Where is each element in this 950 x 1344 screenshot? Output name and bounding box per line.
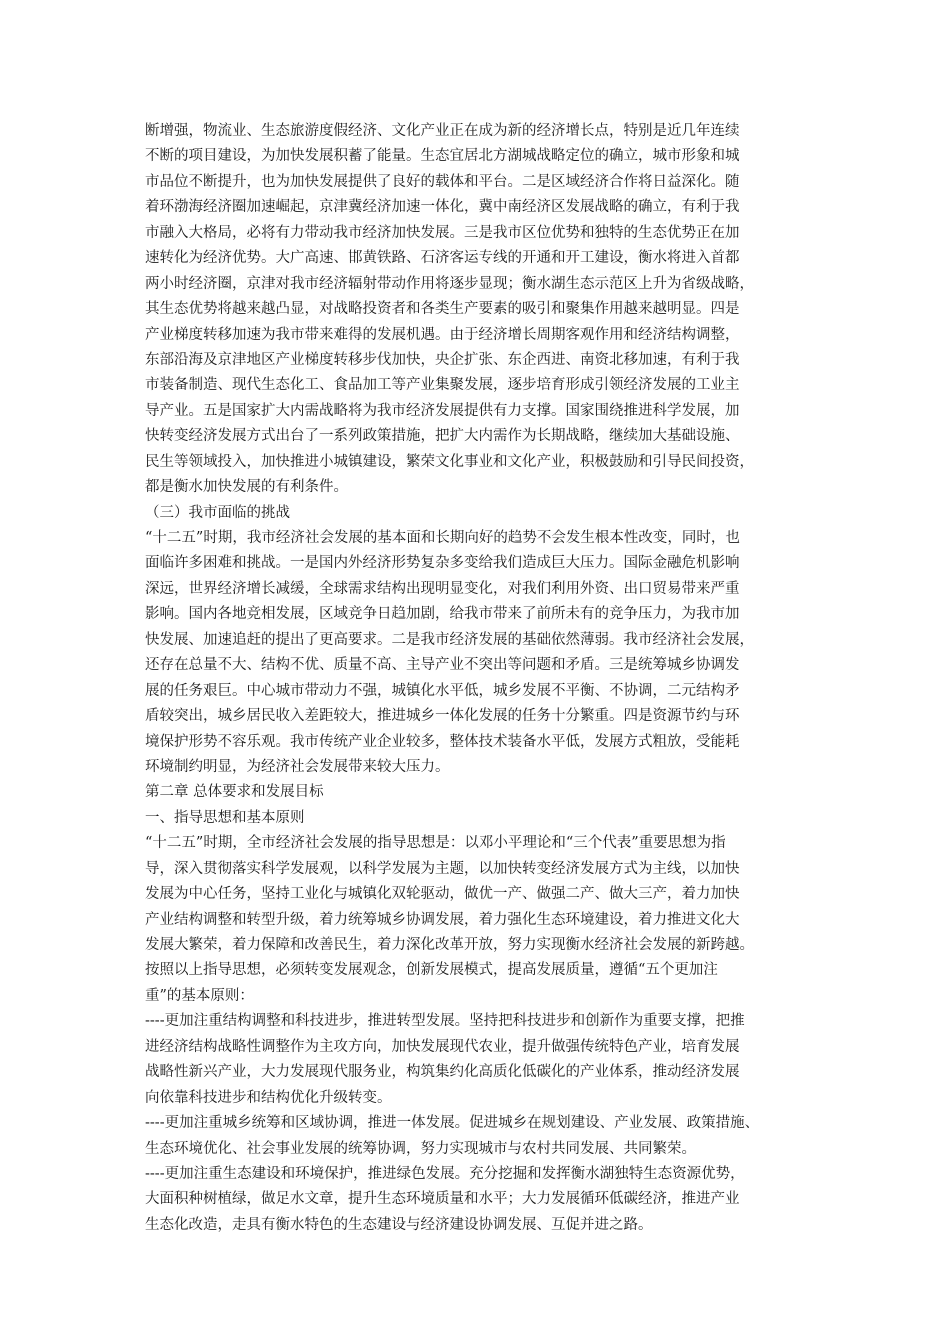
text-line: 环境制约明显，为经济社会发展带来较大压力。: [145, 758, 450, 775]
text-line: 发展为中心任务，坚持工业化与城镇化双轮驱动，做优一产、做强二产、做大三产，着力加快: [145, 886, 740, 903]
text-line: 盾较突出，城乡居民收入差距较大，推进城乡一体化发展的任务十分繁重。四是资源节约与环: [145, 708, 740, 725]
text-line: 断增强，物流业、生态旅游度假经济、文化产业正在成为新的经济增长点，特别是近几年连续: [145, 123, 740, 139]
text-line: 发展大繁荣，着力保障和改善民生，着力深化改革开放，努力实现衡水经济社会发展的新跨越。: [145, 937, 754, 953]
text-line: “十二五”时期，我市经济社会发展的基本面和长期向好的趋势不会发生根本性改变，同时，也: [145, 530, 740, 546]
text-line: （三）我市面临的挑战: [145, 504, 290, 521]
text-line: 导，深入贯彻落实科学发展观，以科学发展为主题，以加快转变经济发展方式为主线，以加快: [145, 860, 740, 877]
text-line: ----更加注重结构调整和科技进步，推进转型发展。坚持把科技进步和创新作为重要支撑，把推: [145, 1013, 745, 1030]
text-line: 深远，世界经济增长减缓，全球需求结构出现明显变化，对我们利用外资、出口贸易带来严重: [145, 580, 740, 597]
text-line: 产业结构调整和转型升级，着力统筹城乡协调发展，着力强化生态环境建设，着力推进文化大: [145, 911, 740, 928]
text-line: 其生态优势将越来越凸显，对战略投资者和各类生产要素的吸引和聚集作用越来越明显。四是: [145, 301, 740, 318]
text-line: 产业梯度转移加速为我市带来难得的发展机遇。由于经济增长周期客观作用和经济结构调整，: [145, 326, 740, 343]
text-line: ----更加注重生态建设和环境保护，推进绿色发展。充分挖掘和发挥衡水湖独特生态资源优势，: [145, 1165, 745, 1182]
text-line: 着环渤海经济圈加速崛起，京津冀经济加速一体化，冀中南经济区发展战略的确立，有利于我: [145, 199, 740, 216]
text-line: 市融入大格局，必将有力带动我市经济加快发展。三是我市区位优势和独特的生态优势正在加: [145, 224, 740, 241]
text-line: 不断的项目建设，为加快发展积蓄了能量。生态宜居北方湖城战略定位的确立，城市形象和城: [145, 148, 740, 165]
text-line: 东部沿海及京津地区产业梯度转移步伐加快，央企扩张、东企西进、南资北移加速，有利于我: [145, 351, 740, 368]
text-line: 第二章 总体要求和发展目标: [145, 784, 324, 801]
document-body: [145, 119, 835, 1238]
text-line: 向依靠科技进步和结构优化升级转变。: [145, 1089, 392, 1106]
text-line: 生态化改造，走具有衡水特色的生态建设与经济建设协调发展、互促并进之路。: [145, 1216, 653, 1233]
text-line: 大面积种树植绿，做足水文章，提升生态环境质量和水平；大力发展循环低碳经济，推进产业: [145, 1191, 740, 1208]
text-line: “十二五”时期，全市经济社会发展的指导思想是：以邓小平理论和“三个代表”重要思想为指: [145, 835, 726, 852]
text-line: 快转变经济发展方式出台了一系列政策措施，把扩大内需作为长期战略，继续加大基础设施、: [145, 428, 740, 445]
text-line: 一、指导思想和基本原则: [145, 809, 305, 826]
text-line: ----更加注重城乡统筹和区域协调，推进一体发展。促进城乡在规划建设、产业发展、政策措施、: [145, 1115, 760, 1132]
text-line: 快发展、加速追赶的提出了更高要求。二是我市经济发展的基础依然薄弱。我市经济社会发展，: [145, 631, 754, 648]
text-line: 面临许多困难和挑战。一是国内外经济形势复杂多变给我们造成巨大压力。国际金融危机影响: [145, 555, 740, 572]
text-line: 生态环境优化、社会事业发展的统筹协调，努力实现城市与农村共同发展、共同繁荣。: [145, 1140, 696, 1157]
text-line: 展的任务艰巨。中心城市带动力不强，城镇化水平低，城乡发展不平衡、不协调，二元结构矛: [145, 682, 740, 699]
text-line: 两小时经济圈，京津对我市经济辐射带动作用将逐步显现；衡水湖生态示范区上升为省级战略，: [145, 275, 754, 292]
text-line: 都是衡水加快发展的有利条件。: [145, 479, 348, 496]
text-line: 还存在总量不大、结构不优、质量不高、主导产业不突出等问题和矛盾。三是统筹城乡协调发: [145, 657, 740, 674]
text-line: 市品位不断提升，也为加快发展提供了良好的载体和平台。二是区域经济合作将日益深化。随: [145, 173, 740, 190]
text-line: 境保护形势不容乐观。我市传统产业企业较多，整体技术装备水平低，发展方式粗放，受能耗: [145, 733, 740, 750]
text-line: 导产业。五是国家扩大内需战略将为我市经济发展提供有力支撑。国家围绕推进科学发展，加: [145, 402, 740, 419]
text-line: 市装备制造、现代生态化工、食品加工等产业集聚发展，逐步培育形成引领经济发展的工业主: [145, 377, 740, 394]
text-line: 民生等领域投入，加快推进小城镇建设，繁荣文化事业和文化产业，积极鼓励和引导民间投资，: [145, 453, 754, 470]
text-line: 速转化为经济优势。大广高速、邯黄铁路、石济客运专线的开通和开工建设，衡水将进入首都: [145, 250, 740, 267]
text-line: 重”的基本原则：: [145, 987, 254, 1004]
text-line: 进经济结构战略性调整作为主攻方向，加快发展现代农业，提升做强传统特色产业，培育发展: [145, 1038, 740, 1055]
text-line: 影响。国内各地竞相发展，区域竞争日趋加剧，给我市带来了前所未有的竞争压力，为我市加: [145, 606, 740, 623]
text-line: 战略性新兴产业，大力发展现代服务业，构筑集约化高质化低碳化的产业体系，推动经济发展: [145, 1064, 740, 1081]
text-line: 按照以上指导思想，必须转变发展观念，创新发展模式，提高发展质量，遵循“五个更加注: [145, 962, 718, 979]
